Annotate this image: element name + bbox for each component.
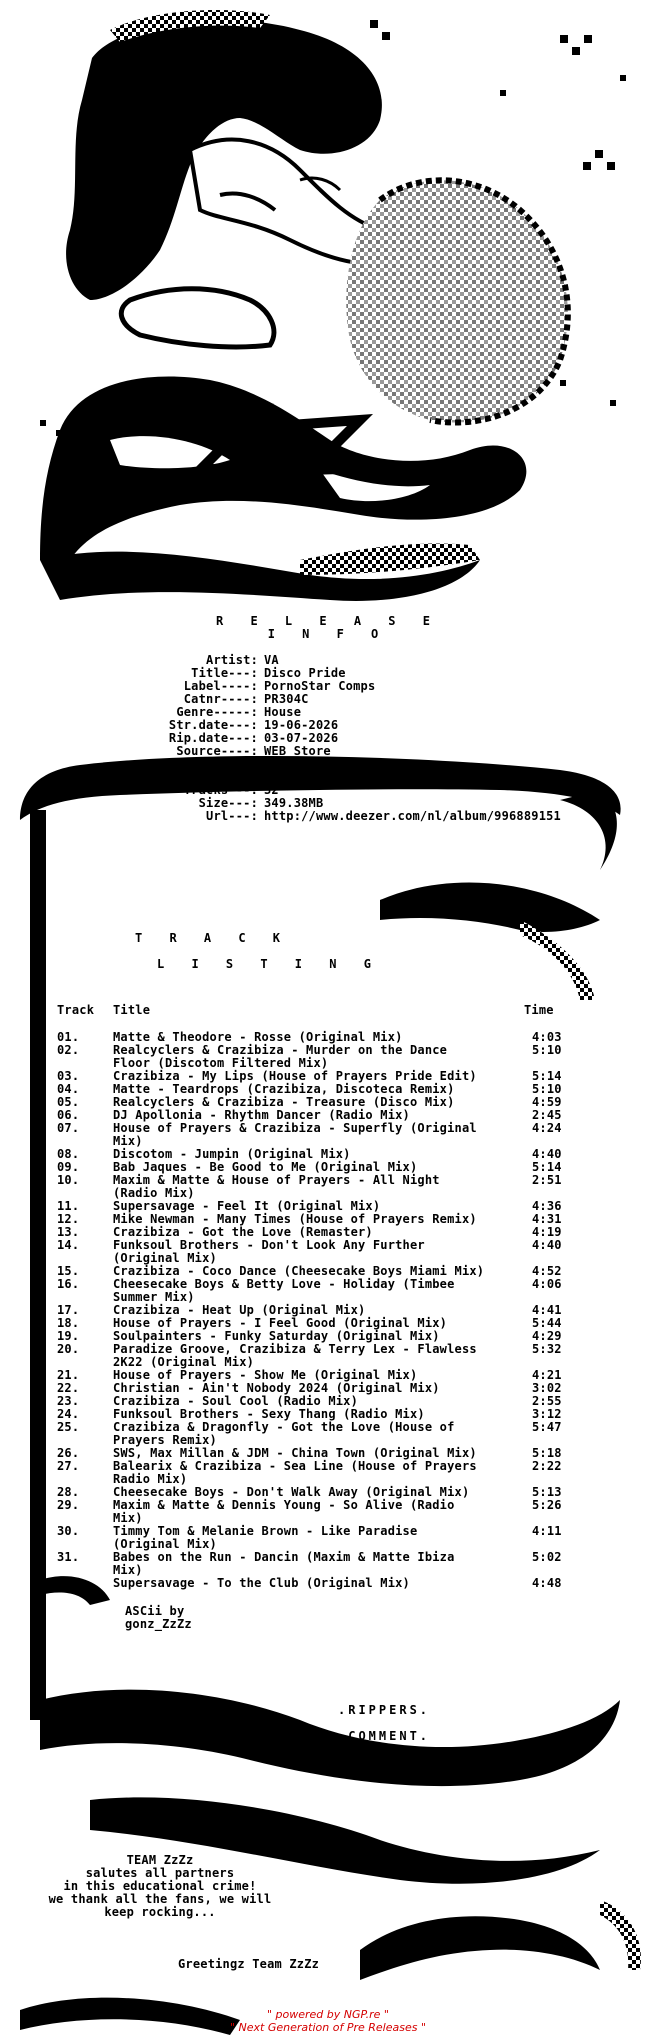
- track-number: 24.: [57, 1407, 80, 1421]
- track-title: Timmy Tom & Melanie Brown - Like Paradise (Original Mix): [113, 1524, 418, 1551]
- track-time: 5:13: [532, 1485, 562, 1499]
- track-title: Maxim & Matte & House of Prayers - All Night (Radio Mix): [113, 1173, 440, 1200]
- track-title: Mike Newman - Many Times (House of Prayers Remix): [113, 1212, 477, 1226]
- track-number: 09.: [57, 1160, 80, 1174]
- track-time: 3:12: [532, 1407, 562, 1421]
- track-number: 26.: [57, 1446, 80, 1460]
- field-value: PR304C: [264, 692, 309, 706]
- track-number: 13.: [57, 1225, 80, 1239]
- field-label: Str.date---:: [168, 718, 258, 732]
- footer-powered-by: " powered by NGP.re ": [266, 2008, 389, 2021]
- track-number: 07.: [57, 1121, 80, 1135]
- track-number: 17.: [57, 1303, 80, 1317]
- track-number: 27.: [57, 1459, 80, 1473]
- track-title: Crazibiza - My Lips (House of Prayers Pride Edit): [113, 1069, 477, 1083]
- release-info-heading-1: R E L E A S E: [216, 614, 440, 628]
- track-number: 15.: [57, 1264, 80, 1278]
- track-time: 4:48: [532, 1576, 562, 1590]
- field-label: Title---:: [191, 666, 258, 680]
- field-label: Size---:: [198, 796, 258, 810]
- track-number: 23.: [57, 1394, 80, 1408]
- track-time: 4:31: [532, 1212, 562, 1226]
- track-title: House of Prayers - I Feel Good (Original Mix): [113, 1316, 448, 1330]
- field-label: Catnr----:: [183, 692, 258, 706]
- track-title: Discotom - Jumpin (Original Mix): [113, 1147, 351, 1161]
- track-title: Funksoul Brothers - Don't Look Any Further (Original Mix): [113, 1238, 425, 1265]
- track-number: 02.: [57, 1043, 80, 1057]
- track-title: Maxim & Matte & Dennis Young - So Alive (Radio Mix): [113, 1498, 455, 1525]
- track-number: 28.: [57, 1485, 80, 1499]
- track-time: 4:41: [532, 1303, 562, 1317]
- track-number: 05.: [57, 1095, 80, 1109]
- track-number: 25.: [57, 1420, 80, 1434]
- track-time: 5:14: [532, 1069, 562, 1083]
- rippers-heading: .RIPPERS.: [338, 1703, 431, 1717]
- track-time: 5:18: [532, 1446, 562, 1460]
- field-value: House: [264, 705, 302, 719]
- field-label: Artist:: [206, 653, 258, 667]
- track-title: Supersavage - To the Club (Original Mix): [113, 1576, 410, 1590]
- track-number: 12.: [57, 1212, 80, 1226]
- track-title: SWS, Max Millan & JDM - China Town (Original Mix): [113, 1446, 477, 1460]
- field-value: 19-06-2026: [264, 718, 339, 732]
- track-time: 4:52: [532, 1264, 562, 1278]
- track-listing-heading-2: L I S T I N G: [157, 957, 381, 971]
- field-label: Encoder----:: [168, 757, 258, 771]
- track-time: 4:24: [532, 1121, 562, 1135]
- team-line: we thank all the fans, we will: [48, 1892, 272, 1906]
- track-number: 14.: [57, 1238, 80, 1252]
- track-title: House of Prayers - Show Me (Original Mix): [113, 1368, 418, 1382]
- track-time: 5:10: [532, 1082, 562, 1096]
- track-title: Realcyclers & Crazibiza - Murder on the Dance Floor (Discotom Filtered Mix): [113, 1043, 448, 1070]
- track-time: 4:36: [532, 1199, 562, 1213]
- track-number: 10.: [57, 1173, 80, 1187]
- col-track-header: Track: [57, 1003, 95, 1017]
- track-title: Babes on the Run - Dancin (Maxim & Matte Ibiza Mix): [113, 1550, 455, 1577]
- track-number: 30.: [57, 1524, 80, 1538]
- track-time: 2:51: [532, 1173, 562, 1187]
- track-title: Crazibiza - Heat Up (Original Mix): [113, 1303, 366, 1317]
- track-title: Christian - Ain't Nobody 2024 (Original Mix): [113, 1381, 440, 1395]
- track-title: Paradize Groove, Crazibiza & Terry Lex - Flawless 2K22 (Original Mix): [113, 1342, 477, 1369]
- track-time: 3:02: [532, 1381, 562, 1395]
- track-time: 4:29: [532, 1329, 562, 1343]
- track-time: 4:19: [532, 1225, 562, 1239]
- release-info-heading-2: I N F O: [267, 627, 389, 641]
- track-title: Balearix & Crazibiza - Sea Line (House of Prayers Radio Mix): [113, 1459, 477, 1486]
- track-time: 5:47: [532, 1420, 562, 1434]
- track-number: 32.: [57, 1576, 80, 1590]
- field-value: LAME 3.100: [264, 757, 339, 771]
- track-listing-heading-1: T R A C K: [135, 931, 291, 945]
- track-time: 2:22: [532, 1459, 562, 1473]
- track-title: DJ Apollonia - Rhythm Dancer (Radio Mix): [113, 1108, 410, 1122]
- track-time: 2:55: [532, 1394, 562, 1408]
- team-line: salutes all partners: [85, 1866, 235, 1880]
- team-line: TEAM ZzZz: [126, 1853, 194, 1867]
- field-label: Source----:: [176, 744, 258, 758]
- track-title: Cheesecake Boys & Betty Love - Holiday (Timbee Summer Mix): [113, 1277, 455, 1304]
- track-time: 5:26: [532, 1498, 562, 1512]
- track-time: 4:59: [532, 1095, 562, 1109]
- track-time: 2:45: [532, 1108, 562, 1122]
- track-title: Matte & Theodore - Rosse (Original Mix): [113, 1030, 403, 1044]
- track-title: Crazibiza - Got the Love (Remaster): [113, 1225, 373, 1239]
- track-number: 03.: [57, 1069, 80, 1083]
- track-number: 20.: [57, 1342, 80, 1356]
- team-line: in this educational crime!: [63, 1879, 257, 1893]
- track-title: House of Prayers & Crazibiza - Superfly (Original Mix): [113, 1121, 477, 1148]
- track-number: 18.: [57, 1316, 80, 1330]
- track-time: 4:40: [532, 1147, 562, 1161]
- track-number: 06.: [57, 1108, 80, 1122]
- field-label: Genre-----:: [176, 705, 258, 719]
- field-label: Label----:: [183, 679, 258, 693]
- field-label: Quality---:: [176, 770, 258, 784]
- track-time: 5:14: [532, 1160, 562, 1174]
- track-title: Matte - Teardrops (Crazibiza, Discoteca Remix): [113, 1082, 455, 1096]
- track-number: 29.: [57, 1498, 80, 1512]
- ascii-artist: gonz_ZzZz: [125, 1617, 192, 1631]
- track-time: 5:10: [532, 1043, 562, 1057]
- track-title: Crazibiza - Soul Cool (Radio Mix): [113, 1394, 359, 1408]
- track-number: 22.: [57, 1381, 80, 1395]
- track-number: 01.: [57, 1030, 80, 1044]
- track-time: 4:11: [532, 1524, 562, 1538]
- field-value: http://www.deezer.com/nl/album/996889151: [264, 809, 561, 823]
- team-line: keep rocking...: [104, 1905, 216, 1919]
- track-title: Crazibiza - Coco Dance (Cheesecake Boys Miami Mix): [113, 1264, 485, 1278]
- track-time: 4:06: [532, 1277, 562, 1291]
- track-number: 31.: [57, 1550, 80, 1564]
- track-title: Funksoul Brothers - Sexy Thang (Radio Mix): [113, 1407, 425, 1421]
- track-title: Cheesecake Boys - Don't Walk Away (Original Mix): [113, 1485, 470, 1499]
- track-title: Supersavage - Feel It (Original Mix): [113, 1199, 381, 1213]
- ascii-by-label: ASCii by: [125, 1604, 185, 1618]
- field-label: Url---:: [206, 809, 258, 823]
- track-time: 5:32: [532, 1342, 562, 1356]
- field-value: 03-07-2026: [264, 731, 339, 745]
- track-number: 11.: [57, 1199, 80, 1213]
- track-time: 5:44: [532, 1316, 562, 1330]
- track-number: 19.: [57, 1329, 80, 1343]
- greeting-line: Greetingz Team ZzZz: [178, 1957, 320, 1971]
- track-number: 04.: [57, 1082, 80, 1096]
- track-time: 4:40: [532, 1238, 562, 1252]
- track-number: 21.: [57, 1368, 80, 1382]
- field-value: VA: [264, 653, 279, 667]
- field-value: 349.38MB: [264, 796, 324, 810]
- comment-heading: .COMMENT.: [338, 1729, 431, 1743]
- field-label: Tracks---:: [183, 783, 258, 797]
- col-time-header: Time: [524, 1003, 554, 1017]
- track-title: Soulpainters - Funky Saturday (Original Mix): [113, 1329, 440, 1343]
- track-title: Bab Jaques - Be Good to Me (Original Mix): [113, 1160, 418, 1174]
- footer-tagline: " Next Generation of Pre Releases ": [229, 2021, 426, 2034]
- track-time: 5:02: [532, 1550, 562, 1564]
- field-label: Rip.date---:: [168, 731, 258, 745]
- field-value: 32: [264, 783, 279, 797]
- field-value: Disco Pride: [264, 666, 346, 680]
- col-title-header: Title: [113, 1003, 151, 1017]
- track-title: Crazibiza & Dragonfly - Got the Love (House of Prayers Remix): [113, 1420, 455, 1447]
- track-time: 4:03: [532, 1030, 562, 1044]
- track-time: 4:21: [532, 1368, 562, 1382]
- field-value: WEB Store: [264, 744, 331, 758]
- track-number: 08.: [57, 1147, 80, 1161]
- track-title: Realcyclers & Crazibiza - Treasure (Disco Mix): [113, 1095, 455, 1109]
- field-value: PornoStar Comps: [264, 679, 376, 693]
- track-number: 16.: [57, 1277, 80, 1291]
- field-value: 320kbps / 4410kHz / Full Stereo: [264, 770, 495, 784]
